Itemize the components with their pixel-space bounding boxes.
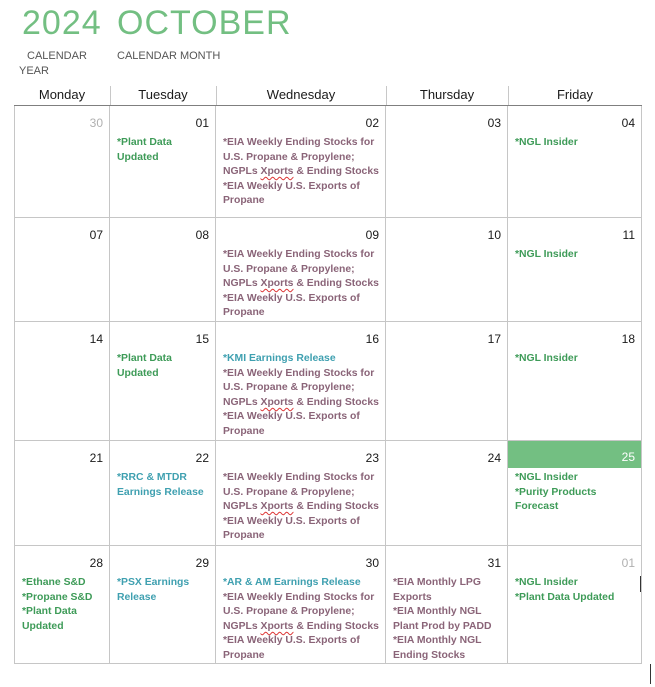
event-item[interactable] <box>223 136 383 180</box>
event-item[interactable] <box>22 591 107 606</box>
event-list <box>110 349 215 381</box>
event-text: *EIA Monthly NGL Ending Stocks <box>393 635 482 661</box>
event-text: *EIA Weekly U.S. Exports of Propane <box>223 180 360 207</box>
event-text-tail: & Ending Stocks <box>293 278 379 290</box>
day-cell[interactable] <box>14 441 110 546</box>
event-list <box>386 349 507 352</box>
day-number: 04 <box>621 116 635 130</box>
event-item[interactable] <box>223 634 383 663</box>
event-text: *EIA Weekly Ending Stocks for U.S. Propane & Propylene; NGPLs <box>223 591 375 632</box>
spellcheck-word: Xports <box>260 166 294 178</box>
event-list <box>508 468 641 515</box>
event-text: *EIA Weekly U.S. Exports of Propane <box>223 292 360 319</box>
event-item[interactable] <box>117 352 213 381</box>
event-list <box>15 245 109 248</box>
event-item[interactable] <box>393 605 505 634</box>
day-header-bar <box>508 218 641 245</box>
event-list <box>386 245 507 248</box>
day-number: 01 <box>621 556 635 570</box>
weekday-header-monday: Monday <box>38 87 86 102</box>
event-text: *NGL Insider <box>515 353 578 364</box>
day-header-bar <box>15 322 109 349</box>
event-item[interactable] <box>117 136 213 165</box>
day-header-bar <box>386 322 507 349</box>
day-cell[interactable] <box>216 441 386 546</box>
weekday-header-thursday: Thursday <box>419 87 475 102</box>
day-number: 31 <box>487 556 501 570</box>
day-cell[interactable] <box>110 546 216 664</box>
event-list <box>216 245 385 321</box>
day-number: 30 <box>365 556 379 570</box>
event-list <box>110 573 215 605</box>
event-list <box>110 468 215 500</box>
day-cell[interactable] <box>508 546 642 664</box>
event-text: *NGL Insider <box>515 249 578 260</box>
day-number: 22 <box>195 451 209 465</box>
spellcheck-word: Xports <box>260 501 294 513</box>
year-title: 2024 <box>22 4 102 42</box>
event-item[interactable] <box>515 352 639 367</box>
event-list <box>508 573 641 605</box>
weekday-header-row <box>14 84 642 106</box>
weekday-separator <box>508 86 509 105</box>
day-header-bar <box>15 106 109 133</box>
day-number: 17 <box>487 332 501 346</box>
event-list <box>508 349 641 367</box>
day-header-bar <box>15 218 109 245</box>
event-list <box>216 133 385 209</box>
day-header-bar <box>216 441 385 468</box>
day-cell[interactable] <box>14 322 110 441</box>
event-text-tail: & Ending Stocks <box>293 501 379 513</box>
event-list <box>216 573 385 664</box>
event-text: *EIA Weekly Ending Stocks for U.S. Propane & Propylene; NGPLs <box>223 472 375 513</box>
event-text: *RRC & MTDR Earnings Release <box>117 472 204 498</box>
event-list <box>15 468 109 471</box>
event-text: *Plant Data Updated <box>117 137 172 163</box>
day-header-bar <box>508 441 641 468</box>
day-cell[interactable] <box>386 441 508 546</box>
event-text: *EIA Weekly Ending Stocks for U.S. Propane & Propylene; NGPLs <box>223 367 375 408</box>
day-cell[interactable] <box>216 218 386 322</box>
event-text: *EIA Weekly Ending Stocks for U.S. Propane & Propylene; NGPLs <box>223 137 375 178</box>
year-caption <box>19 49 99 79</box>
event-list <box>386 133 507 136</box>
day-number: 02 <box>365 116 379 130</box>
event-list <box>15 573 109 634</box>
day-number: 11 <box>622 228 635 242</box>
day-number: 10 <box>487 228 501 242</box>
event-item[interactable] <box>22 605 107 634</box>
year-caption-line2: YEAR <box>19 65 49 77</box>
event-text: *EIA Monthly LPG Exports <box>393 577 481 603</box>
day-number: 03 <box>487 116 501 130</box>
event-item[interactable] <box>223 248 383 292</box>
event-list <box>216 468 385 544</box>
event-list <box>216 349 385 440</box>
day-header-bar <box>216 546 385 573</box>
spellcheck-word: Xports <box>260 620 294 632</box>
event-text-tail: & Ending Stocks <box>293 166 379 178</box>
day-cell[interactable] <box>14 546 110 664</box>
event-text: *NGL Insider <box>515 577 578 588</box>
event-item[interactable] <box>223 576 383 591</box>
day-cell[interactable] <box>14 218 110 322</box>
event-text: *PSX Earnings Release <box>117 577 190 603</box>
day-cell[interactable] <box>110 218 216 322</box>
event-text-tail: & Ending Stocks <box>293 396 379 408</box>
event-text: *EIA Monthly NGL Plant Prod by PADD <box>393 606 492 632</box>
event-text: *Plant Data Updated <box>22 606 77 632</box>
event-text: *Ethane S&D <box>22 577 86 588</box>
day-header-bar <box>110 106 215 133</box>
calendar-grid <box>14 106 642 664</box>
day-number: 09 <box>365 228 379 242</box>
day-cell[interactable] <box>386 546 508 664</box>
event-list <box>386 468 507 471</box>
day-number: 24 <box>487 451 501 465</box>
day-header-bar <box>15 546 109 573</box>
event-item[interactable] <box>515 248 639 263</box>
event-text: *Plant Data Updated <box>117 353 172 379</box>
day-cell[interactable] <box>216 322 386 441</box>
day-header-bar <box>216 106 385 133</box>
event-text: *Propane S&D <box>22 591 93 603</box>
day-number: 23 <box>365 451 379 465</box>
day-number: 01 <box>195 116 209 130</box>
event-text: *Plant Data Updated <box>515 591 615 603</box>
day-header-bar <box>216 218 385 245</box>
event-text: *AR & AM Earnings Release <box>223 577 361 588</box>
day-cell[interactable] <box>216 546 386 664</box>
day-number: 16 <box>365 332 379 346</box>
day-header-bar <box>386 106 507 133</box>
event-item[interactable] <box>515 471 639 486</box>
weekday-separator <box>386 86 387 105</box>
event-item[interactable] <box>515 591 639 606</box>
day-cell[interactable] <box>386 106 508 218</box>
event-list <box>15 349 109 352</box>
day-number: 15 <box>195 332 209 346</box>
event-text: *KMI Earnings Release <box>223 353 336 364</box>
event-text: *NGL Insider <box>515 472 578 483</box>
month-title: OCTOBER <box>117 4 292 42</box>
day-header-bar <box>386 546 507 573</box>
event-item[interactable] <box>223 410 383 439</box>
day-header-bar <box>508 322 641 349</box>
weekday-separator <box>110 86 111 105</box>
event-item[interactable] <box>223 471 383 515</box>
day-cell[interactable] <box>508 218 642 322</box>
event-item[interactable] <box>515 136 639 151</box>
weekday-header-friday: Friday <box>556 87 594 102</box>
day-cell[interactable] <box>508 106 642 218</box>
day-cell[interactable] <box>508 441 642 546</box>
day-header-bar <box>386 441 507 468</box>
day-cell[interactable] <box>14 106 110 218</box>
event-item[interactable] <box>22 576 107 591</box>
event-text: *Purity Products Forecast <box>515 486 597 513</box>
spellcheck-word: Xports <box>260 278 294 290</box>
day-number: 21 <box>89 451 103 465</box>
day-header-bar <box>15 441 109 468</box>
month-caption: CALENDAR MONTH <box>117 50 221 62</box>
day-number: 29 <box>195 556 209 570</box>
day-number: 30 <box>89 116 103 130</box>
day-cell[interactable] <box>386 322 508 441</box>
event-list <box>15 133 109 136</box>
year-caption-line1: CALENDAR <box>27 50 87 62</box>
event-text: *EIA Weekly Ending Stocks for U.S. Propane & Propylene; NGPLs <box>223 249 375 290</box>
day-header-bar <box>386 218 507 245</box>
event-item[interactable] <box>515 486 639 515</box>
day-number: 18 <box>621 332 635 346</box>
event-item[interactable] <box>223 591 383 635</box>
event-item[interactable] <box>393 576 505 605</box>
event-item[interactable] <box>223 352 383 367</box>
event-item[interactable] <box>393 634 505 663</box>
day-header-bar <box>110 322 215 349</box>
event-item[interactable] <box>223 292 383 321</box>
event-list <box>508 245 641 263</box>
event-text: *EIA Weekly U.S. Exports of Propane <box>223 411 360 437</box>
event-text: *EIA Weekly U.S. Exports of Propane <box>223 515 360 542</box>
event-list <box>508 133 641 151</box>
event-text-tail: & Ending Stocks <box>293 620 379 632</box>
day-header-bar <box>110 546 215 573</box>
weekday-header-tuesday: Tuesday <box>138 87 188 102</box>
weekday-header-wednesday: Wednesday <box>266 87 336 102</box>
event-item[interactable] <box>223 180 383 209</box>
event-item[interactable] <box>515 576 639 591</box>
event-item[interactable] <box>223 515 383 544</box>
day-header-bar <box>508 106 641 133</box>
text-cursor-lower <box>650 664 651 684</box>
day-number: 14 <box>89 332 103 346</box>
day-cell[interactable] <box>110 322 216 441</box>
event-list <box>110 245 215 248</box>
event-text: *NGL Insider <box>515 137 578 148</box>
day-number: 07 <box>89 228 103 242</box>
day-number: 08 <box>195 228 209 242</box>
text-cursor <box>640 576 641 592</box>
event-list <box>110 133 215 165</box>
event-text: *EIA Weekly U.S. Exports of Propane <box>223 635 360 661</box>
day-number: 28 <box>89 556 103 570</box>
day-number: 25 <box>621 450 635 464</box>
event-item[interactable] <box>223 367 383 411</box>
event-list <box>386 573 507 664</box>
day-header-bar <box>216 322 385 349</box>
day-cell[interactable] <box>110 106 216 218</box>
spellcheck-word: Xports <box>260 396 294 408</box>
day-cell[interactable] <box>508 322 642 441</box>
weekday-separator <box>216 86 217 105</box>
day-cell[interactable] <box>216 106 386 218</box>
day-header-bar <box>110 218 215 245</box>
event-item[interactable] <box>117 471 213 500</box>
day-cell[interactable] <box>386 218 508 322</box>
day-header-bar <box>110 441 215 468</box>
day-header-bar <box>508 546 641 573</box>
event-item[interactable] <box>117 576 213 605</box>
day-cell[interactable] <box>110 441 216 546</box>
